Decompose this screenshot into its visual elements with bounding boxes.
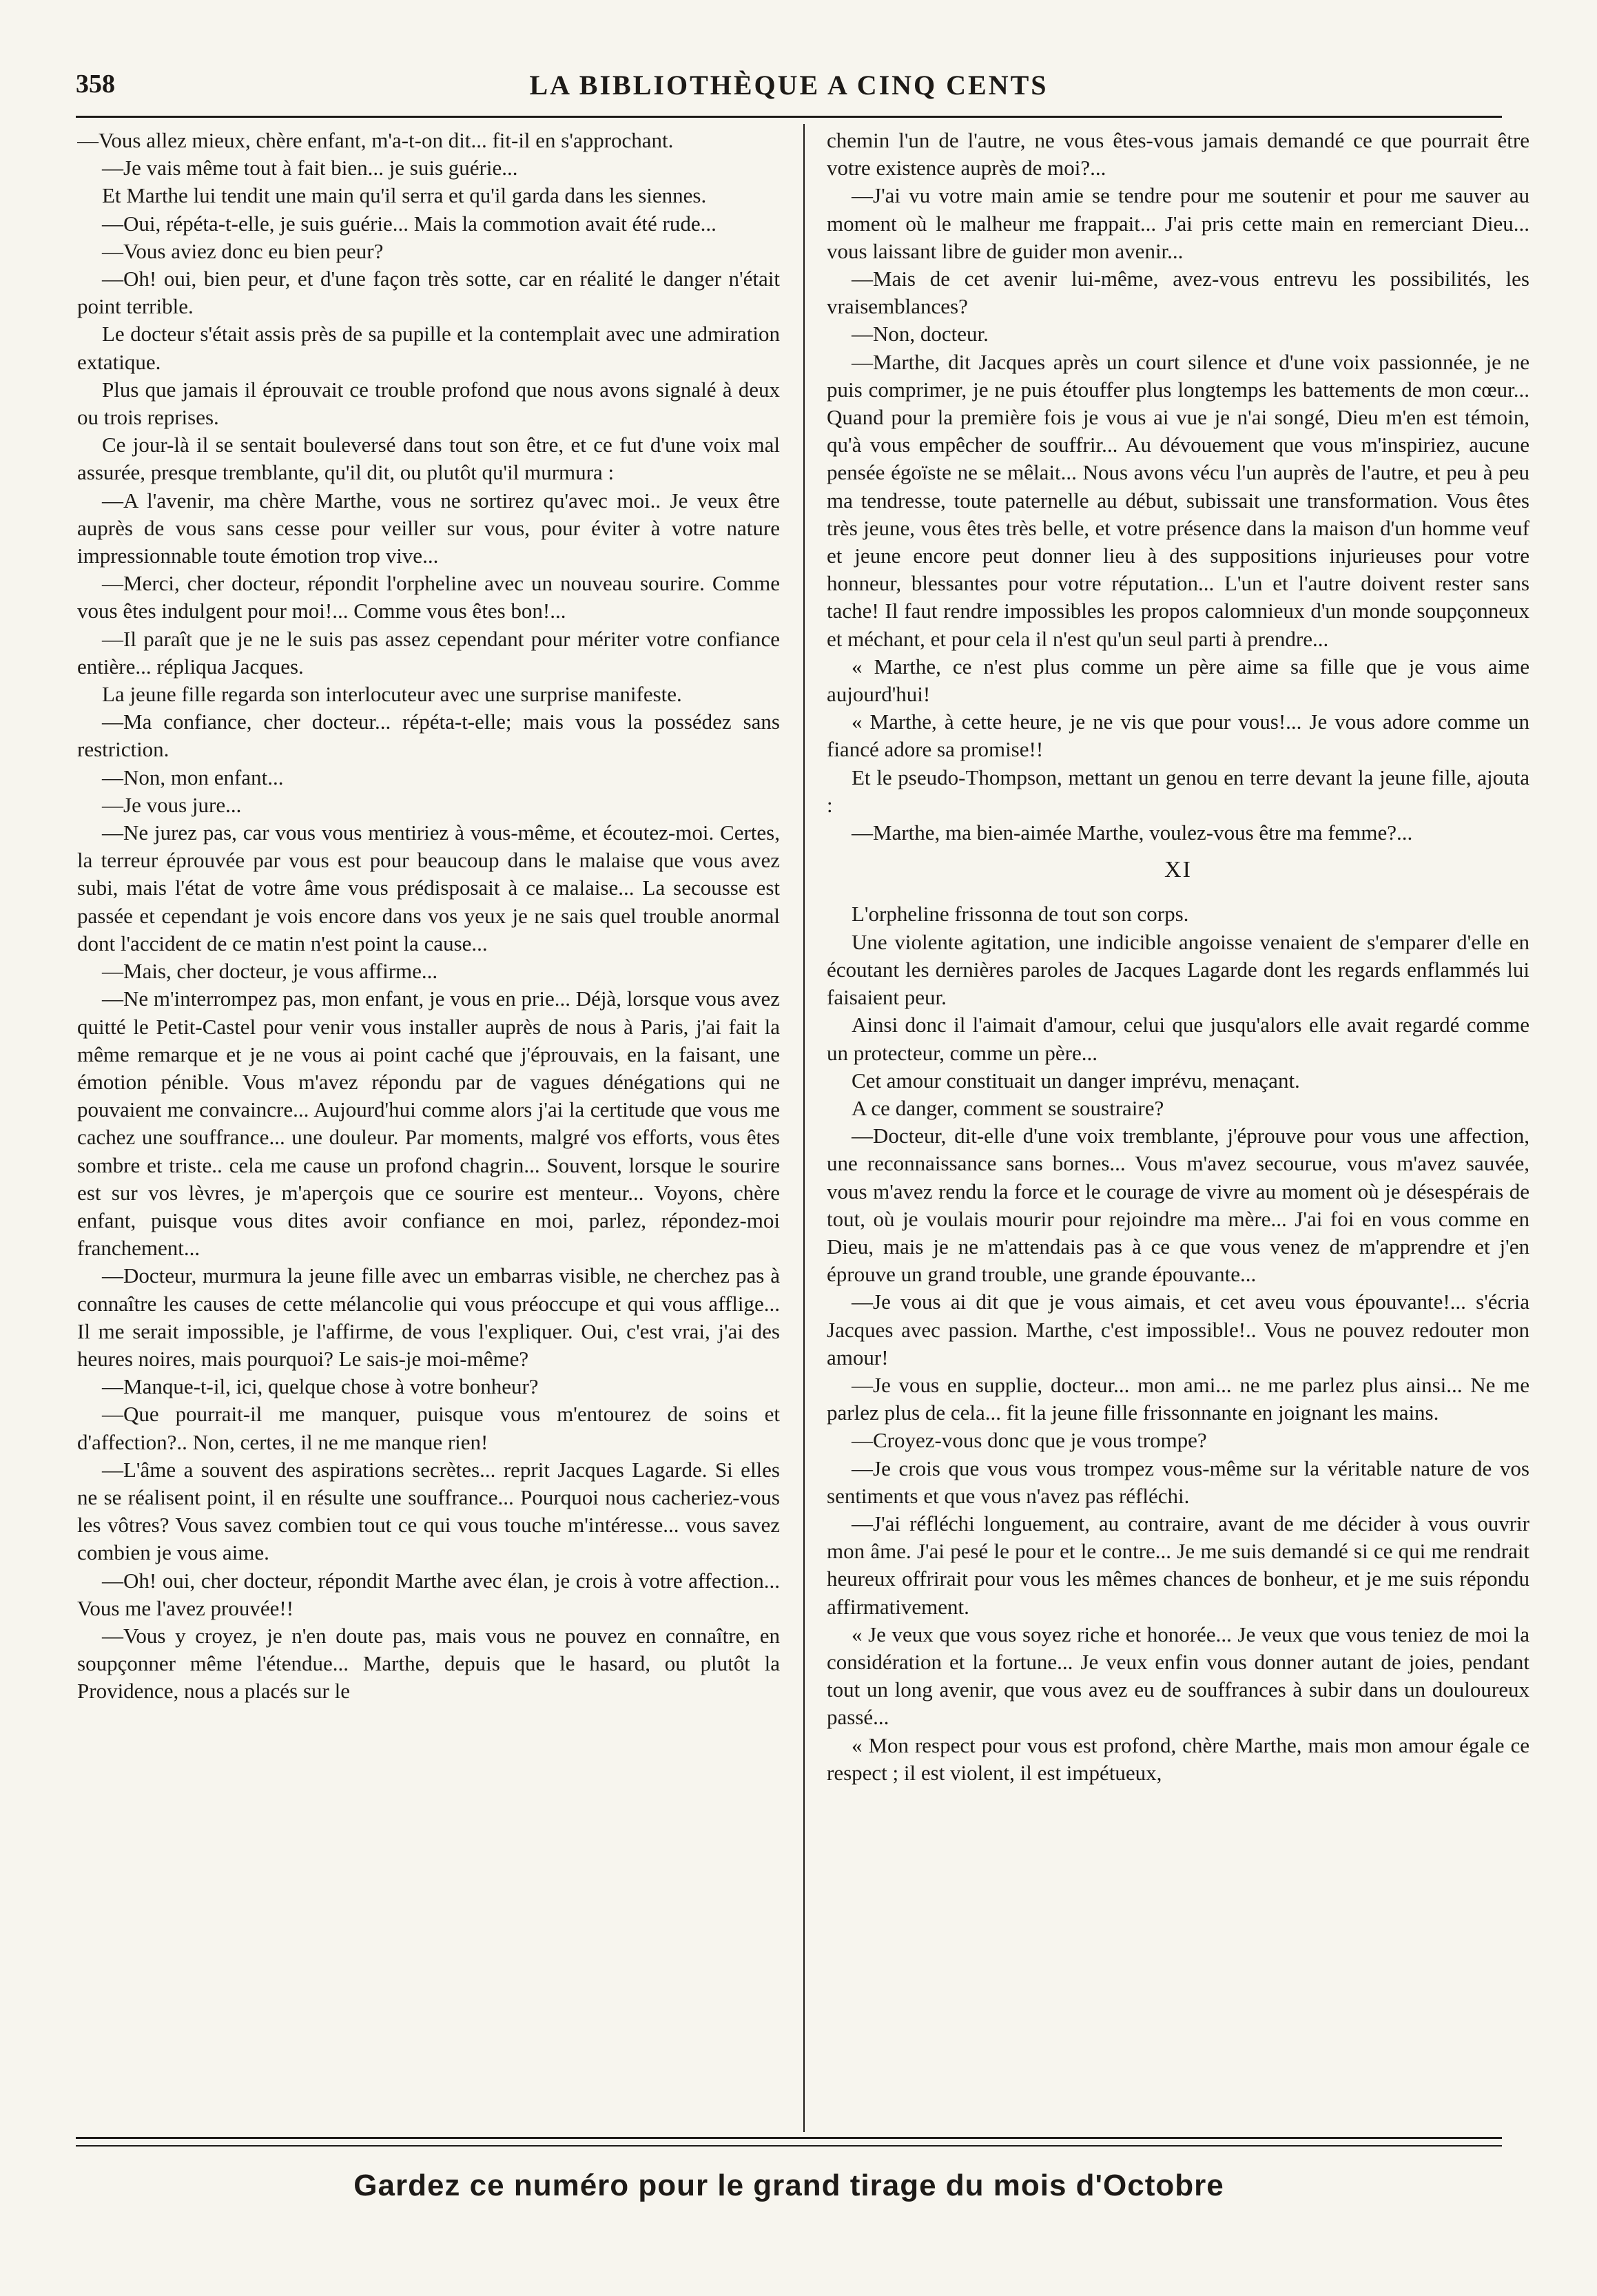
paragraph: Et Marthe lui tendit une main qu'il serra et qu'il garda dans les siennes. [102, 183, 707, 208]
column-divider [803, 124, 805, 2132]
paragraph: L'orpheline frissonna de tout son corps. [852, 902, 1189, 927]
paragraph: —Oui, répéta-t-elle, je suis guérie... Mais la commotion avait été rude... [102, 211, 717, 236]
paragraph: —L'âme a souvent des aspirations secrètes... reprit Jacques Lagarde. Si elles ne se réalisent point, il en résulte une souffrance... Pourquoi nous cacheriez-vous les vôtres? Vous savez combien tout ce qui vous touche m'intéresse... vous savez combien je vous aime. [77, 1457, 780, 1565]
paragraph: —Croyez-vous donc que je vous trompe? [852, 1428, 1207, 1453]
paragraph: Plus que jamais il éprouvait ce trouble profond que nous avons signalé à deux ou trois reprises. [77, 377, 780, 430]
paragraph: —Non, docteur. [852, 322, 989, 347]
left-column [77, 127, 780, 2124]
paragraph: —J'ai réfléchi longuement, au contraire, avant de me décider à vous ouvrir mon âme. J'ai pesé le pour et le contre... Je me suis demandé si ce qui me rendrait heureux offrirait pour vous les mêmes chances de bonheur, et je me suis répondu affirmativement. [827, 1511, 1529, 1619]
page-number: 358 [76, 70, 115, 99]
paragraph: —Mais de cet avenir lui-même, avez-vous entrevu les possibilités, les vraisemblances? [827, 267, 1529, 319]
paragraph: —Il paraît que je ne le suis pas assez cependant pour mériter votre confiance entière... répliqua Jacques. [77, 626, 780, 679]
paragraph: —Marthe, dit Jacques après un court silence et d'une voix passionnée, je ne puis comprimer, je ne puis étouffer plus longtemps les battements de mon cœur... Quand pour la première fois je vous ai vue je n'ai songé, Dieu m'en est témoin, qu'à vous empêcher de souffrir... Au dévouement que vous m'inspiriez, aucune pensée égoïste ne se mêlait... Nous avons vécu l'un auprès de l'autre, et peu à peu ma tendresse, toute paternelle au début, subissait une transformation. Vous êtes très jeune, vous êtes très belle, et votre présence dans la maison d'un homme veuf et jeune encore peut donner lieu à des suppositions injurieuses pour votre honneur, blessantes pour votre réputation... L'un et l'autre doivent rester sans tache! Il faut rendre impossibles les propos calomnieux d'un monde soupçonneux et méchant, et pour cela il n'est qu'un seul parti à prendre... [827, 349, 1529, 651]
chapter-heading: XI [1164, 857, 1192, 883]
paragraph: Ainsi donc il l'aimait d'amour, celui que jusqu'alors elle avait regardé comme un protecteur, comme un père... [827, 1013, 1529, 1065]
paragraph: Et le pseudo-Thompson, mettant un genou en terre devant la jeune fille, ajouta : [827, 765, 1529, 817]
paragraph: —Ma confiance, cher docteur... répéta-t-elle; mais vous la possédez sans restriction. [77, 710, 780, 762]
header-rule [76, 116, 1502, 118]
paragraph: « Marthe, ce n'est plus comme un père aime sa fille que je vous aime aujourd'hui! [827, 654, 1529, 707]
paragraph: —Marthe, ma bien-aimée Marthe, voulez-vous être ma femme?... [852, 820, 1413, 845]
paragraph: —Je vais même tout à fait bien... je suis guérie... [102, 156, 518, 180]
paragraph: —Je vous ai dit que je vous aimais, et cet aveu vous épouvante!... s'écria Jacques avec passion. Marthe, c'est impossible!.. Vous ne pouvez redouter mon amour! [827, 1290, 1529, 1369]
paragraph: Le docteur s'était assis près de sa pupille et la contemplait avec une admiration extatique. [77, 322, 780, 374]
paragraph: —Oh! oui, cher docteur, répondit Marthe avec élan, je crois à votre affection... Vous me l'avez prouvée!! [77, 1568, 780, 1620]
paragraph: « Marthe, à cette heure, je ne vis que pour vous!... Je vous adore comme un fiancé adore sa promise!! [827, 710, 1529, 762]
paragraph: —Que pourrait-il me manquer, puisque vous m'entourez de soins et d'affection?.. Non, certes, il ne me manque rien! [77, 1402, 780, 1454]
paragraph: Ce jour-là il se sentait bouleversé dans tout son être, et ce fut d'une voix mal assurée, presque tremblante, qu'il dit, ou plutôt qu'il murmura : [77, 433, 780, 485]
paragraph: —J'ai vu votre main amie se tendre pour me soutenir et pour me sauver au moment où le malheur me frappait... J'ai pris cette main en remerciant Dieu... vous laissant libre de guider mon avenir... [827, 183, 1529, 263]
paragraph: —Vous y croyez, je n'en doute pas, mais vous ne pouvez en connaître, en soupçonner même l'étendue... Marthe, depuis que le hasard, ou plutôt la Providence, nous a placés sur le [77, 1623, 780, 1704]
paragraph: —Ne m'interrompez pas, mon enfant, je vous en prie... Déjà, lorsque vous avez quitté le Petit-Castel pour venir vous installer auprès de nous à Paris, j'ai fait la même remarque et je ne vous ai point caché que j'éprouvais, en la faisant, une émotion pénible. Vous m'avez répondu par de vagues dénégations qui ne pouvaient me convaincre... Aujourd'hui comme alors j'ai la certitude que vous me cachez une souffrance... une douleur. Par moments, malgré vos efforts, vous êtes sombre et triste.. cela me cause un profond chagrin... Souvent, lorsque le sourire est sur vos lèvres, je m'aperçois que ce sourire est menteur... Voyons, chère enfant, puisque vous dites avoir confiance en moi, parlez, répondez-moi franchement... [77, 986, 780, 1261]
paragraph: —Docteur, murmura la jeune fille avec un embarras visible, ne cherchez pas à connaître les causes de cette mélancolie qui vous préoccupe et qui vous afflige... Il me serait impossible, je l'affirme, de vous l'expliquer. Oui, c'est vrai, j'ai des heures noires, mais pourquoi? Le sais-je moi-même? [77, 1263, 780, 1371]
paragraph: —Ne jurez pas, car vous vous mentiriez à vous-même, et écoutez-moi. Certes, la terreur éprouvée par vous est pour beaucoup dans le malaise que vous avez subi, mais l'état de votre âme vous prédisposait à ce malaise... La secousse est passée et cependant je vois encore dans vos yeux je ne sais quel trouble anormal dont l'accident de ce matin n'est point la cause... [77, 820, 780, 955]
paragraph: « Mon respect pour vous est profond, chère Marthe, mais mon amour égale ce respect ; il est violent, il est impétueux, [827, 1733, 1529, 1785]
paragraph: —Docteur, dit-elle d'une voix tremblante, j'éprouve pour vous une affection, une reconnaissance sans bornes... Vous m'avez secourue, vous m'avez sauvée, vous m'avez rendu la force et le courage de vivre au moment où je désespérais de tout, où je voulais mourir pour rejoindre ma mère... J'ai foi en vous comme en Dieu, mais je ne m'attendais pas à ce que vous venez de m'apprendre et j'en éprouve un grand trouble, une grande épouvante... [827, 1124, 1529, 1287]
paragraph: A ce danger, comment se soustraire? [852, 1095, 1164, 1120]
page-header [76, 63, 1502, 112]
right-column [827, 127, 1529, 2124]
paragraph: —Mais, cher docteur, je vous affirme... [102, 959, 438, 984]
footer-notice: Gardez ce numéro pour le grand tirage du mois d'Octobre [353, 2169, 1224, 2202]
paragraph: —Vous aviez donc eu bien peur? [102, 238, 384, 263]
paragraph: chemin l'un de l'autre, ne vous êtes-vous jamais demandé ce que pourrait être votre existence auprès de moi?... [827, 128, 1529, 180]
paragraph: « Je veux que vous soyez riche et honorée... Je veux que vous teniez de moi la considération et la fortune... Je veux enfin vous donner autant de joies, pendant tout un long avenir, que vous avez eu de souffrances à subir dans un douloureux passé... [827, 1622, 1529, 1730]
running-title: LA BIBLIOTHÈQUE A CINQ CENTS [529, 70, 1049, 101]
paragraph: La jeune fille regarda son interlocuteur avec une surprise manifeste. [102, 682, 682, 707]
paragraph: —A l'avenir, ma chère Marthe, vous ne sortirez qu'avec moi.. Je veux être auprès de vous sans cesse pour veiller sur vous, pour éviter à votre nature impressionnable toute émotion trop vive... [77, 488, 780, 568]
footer-rule [76, 2137, 1502, 2139]
paragraph: —Je vous jure... [102, 792, 242, 817]
paragraph: —Vous allez mieux, chère enfant, m'a-t-on dit... fit-il en s'approchant. [77, 128, 674, 152]
paragraph: —Je vous en supplie, docteur... mon ami... ne me parlez plus ainsi... Ne me parlez plus de cela... fit la jeune fille frissonnante en joignant les mains. [827, 1372, 1529, 1425]
paragraph: —Merci, cher docteur, répondit l'orpheline avec un nouveau sourire. Comme vous êtes indulgent pour moi!... Comme vous êtes bon!... [77, 571, 780, 623]
paragraph: —Non, mon enfant... [102, 765, 284, 789]
paragraph: —Je crois que vous vous trompez vous-même sur la véritable nature de vos sentiments et que vous n'avez pas réfléchi. [827, 1456, 1529, 1508]
paragraph: Une violente agitation, une indicible angoisse venaient de s'emparer d'elle en écoutant les dernières paroles de Jacques Lagarde dont les regards enflammés lui faisaient peur. [827, 929, 1529, 1010]
paragraph: —Manque-t-il, ici, quelque chose à votre bonheur? [102, 1374, 539, 1399]
paragraph: Cet amour constituait un danger imprévu, menaçant. [852, 1068, 1300, 1093]
paragraph: —Oh! oui, bien peur, et d'une façon très sotte, car en réalité le danger n'était point terrible. [77, 267, 780, 319]
footer-rule-secondary [76, 2145, 1502, 2147]
